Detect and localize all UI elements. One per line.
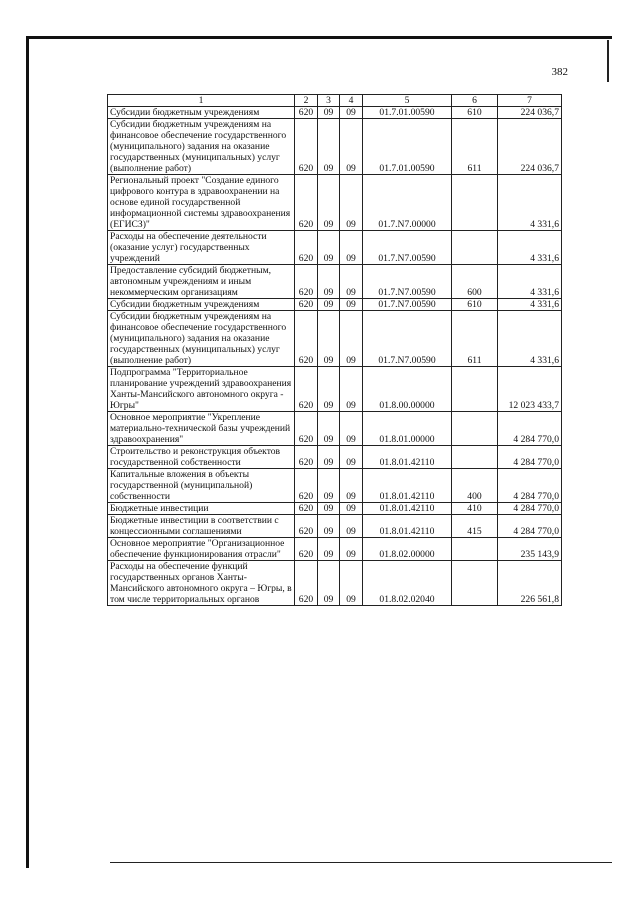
expense-type-cell	[452, 561, 498, 606]
admin-code-cell: 620	[295, 299, 318, 311]
expense-type-cell	[452, 412, 498, 446]
amount-cell: 4 284 770,0	[498, 446, 562, 469]
expense-type-cell	[452, 446, 498, 469]
admin-code-cell: 620	[295, 367, 318, 412]
section-cell: 09	[318, 367, 340, 412]
amount-cell: 226 561,8	[498, 561, 562, 606]
expense-type-cell: 415	[452, 515, 498, 538]
section-cell: 09	[318, 561, 340, 606]
section-cell: 09	[318, 503, 340, 515]
admin-code-cell: 620	[295, 311, 318, 367]
budget-table	[107, 94, 562, 606]
table-row	[108, 175, 562, 231]
subsection-cell: 09	[340, 561, 363, 606]
target-article-cell: 01.7.N7.00000	[363, 175, 452, 231]
expense-type-cell: 611	[452, 119, 498, 175]
table-row	[108, 367, 562, 412]
table-row	[108, 561, 562, 606]
section-cell: 09	[318, 311, 340, 367]
row-name-cell: Субсидии бюджетным учреждениям на финансовое обеспечение государственного (муниципального) задания на оказание государственных (муниципальных) услуг (выполнение работ)	[108, 311, 295, 367]
expense-type-cell	[452, 231, 498, 265]
row-name-cell: Субсидии бюджетным учреждениям	[108, 107, 295, 119]
table-header-row	[108, 95, 562, 107]
column-header: 5	[363, 95, 452, 107]
amount-cell: 4 284 770,0	[498, 503, 562, 515]
column-header: 3	[318, 95, 340, 107]
subsection-cell: 09	[340, 503, 363, 515]
expense-type-cell: 400	[452, 469, 498, 503]
subsection-cell: 09	[340, 119, 363, 175]
target-article-cell: 01.8.00.00000	[363, 367, 452, 412]
expense-type-cell	[452, 538, 498, 561]
target-article-cell: 01.7.01.00590	[363, 119, 452, 175]
row-name-cell: Региональный проект "Создание единого цифрового контура в здравоохранении на основе единой государственной информационной системы здравоохранения (ЕГИСЗ)"	[108, 175, 295, 231]
amount-cell: 4 284 770,0	[498, 469, 562, 503]
amount-cell: 224 036,7	[498, 107, 562, 119]
amount-cell: 4 331,6	[498, 311, 562, 367]
subsection-cell: 09	[340, 231, 363, 265]
page-number: 382	[551, 66, 568, 78]
target-article-cell: 01.7.N7.00590	[363, 265, 452, 299]
admin-code-cell: 620	[295, 561, 318, 606]
expense-type-cell: 610	[452, 107, 498, 119]
subsection-cell: 09	[340, 412, 363, 446]
section-cell: 09	[318, 107, 340, 119]
table-row	[108, 311, 562, 367]
table-row	[108, 107, 562, 119]
target-article-cell: 01.7.N7.00590	[363, 231, 452, 265]
amount-cell: 4 331,6	[498, 299, 562, 311]
subsection-cell: 09	[340, 515, 363, 538]
target-article-cell: 01.8.02.02040	[363, 561, 452, 606]
row-name-cell: Строительство и реконструкция объектов государственной собственности	[108, 446, 295, 469]
row-name-cell: Основное мероприятие "Организационное обеспечение функционирования отрасли"	[108, 538, 295, 561]
subsection-cell: 09	[340, 175, 363, 231]
admin-code-cell: 620	[295, 231, 318, 265]
column-header: 6	[452, 95, 498, 107]
admin-code-cell: 620	[295, 119, 318, 175]
amount-cell: 4 284 770,0	[498, 515, 562, 538]
column-header: 1	[108, 95, 295, 107]
table-row	[108, 299, 562, 311]
table-row	[108, 265, 562, 299]
section-cell: 09	[318, 299, 340, 311]
section-cell: 09	[318, 469, 340, 503]
admin-code-cell: 620	[295, 503, 318, 515]
table-row	[108, 515, 562, 538]
admin-code-cell: 620	[295, 446, 318, 469]
target-article-cell: 01.7.N7.00590	[363, 311, 452, 367]
column-header: 4	[340, 95, 363, 107]
expense-type-cell	[452, 175, 498, 231]
target-article-cell: 01.8.01.42110	[363, 515, 452, 538]
expense-type-cell: 410	[452, 503, 498, 515]
amount-cell: 4 331,6	[498, 175, 562, 231]
section-cell: 09	[318, 412, 340, 446]
row-name-cell: Субсидии бюджетным учреждениям	[108, 299, 295, 311]
section-cell: 09	[318, 119, 340, 175]
top-border-line	[28, 36, 612, 39]
target-article-cell: 01.7.01.00590	[363, 107, 452, 119]
subsection-cell: 09	[340, 107, 363, 119]
row-name-cell: Расходы на обеспечение деятельности (оказание услуг) государственных учреждений	[108, 231, 295, 265]
column-header: 7	[498, 95, 562, 107]
table-row	[108, 231, 562, 265]
amount-cell: 4 331,6	[498, 265, 562, 299]
subsection-cell: 09	[340, 299, 363, 311]
section-cell: 09	[318, 231, 340, 265]
table-row	[108, 446, 562, 469]
target-article-cell: 01.7.N7.00590	[363, 299, 452, 311]
subsection-cell: 09	[340, 265, 363, 299]
admin-code-cell: 620	[295, 412, 318, 446]
section-cell: 09	[318, 175, 340, 231]
table-row	[108, 469, 562, 503]
target-article-cell: 01.8.01.00000	[363, 412, 452, 446]
admin-code-cell: 620	[295, 265, 318, 299]
subsection-cell: 09	[340, 311, 363, 367]
amount-cell: 4 284 770,0	[498, 412, 562, 446]
admin-code-cell: 620	[295, 515, 318, 538]
target-article-cell: 01.8.01.42110	[363, 503, 452, 515]
amount-cell: 235 143,9	[498, 538, 562, 561]
subsection-cell: 09	[340, 367, 363, 412]
expense-type-cell: 610	[452, 299, 498, 311]
admin-code-cell: 620	[295, 175, 318, 231]
row-name-cell: Предоставление субсидий бюджетным, автономным учреждениям и иным некоммерческим организациям	[108, 265, 295, 299]
column-header: 2	[295, 95, 318, 107]
table-row	[108, 503, 562, 515]
section-cell: 09	[318, 538, 340, 561]
target-article-cell: 01.8.02.00000	[363, 538, 452, 561]
subsection-cell: 09	[340, 538, 363, 561]
admin-code-cell: 620	[295, 107, 318, 119]
right-edge-mark	[607, 40, 609, 82]
table-row	[108, 538, 562, 561]
left-border-line	[26, 36, 29, 868]
section-cell: 09	[318, 265, 340, 299]
section-cell: 09	[318, 515, 340, 538]
subsection-cell: 09	[340, 446, 363, 469]
amount-cell: 224 036,7	[498, 119, 562, 175]
table-row	[108, 119, 562, 175]
target-article-cell: 01.8.01.42110	[363, 469, 452, 503]
bottom-border-line	[110, 862, 612, 863]
admin-code-cell: 620	[295, 469, 318, 503]
row-name-cell: Основное мероприятие "Укрепление материально-технической базы учреждений здравоохранения"	[108, 412, 295, 446]
row-name-cell: Капитальные вложения в объекты государственной (муниципальной) собственности	[108, 469, 295, 503]
amount-cell: 12 023 433,7	[498, 367, 562, 412]
section-cell: 09	[318, 446, 340, 469]
expense-type-cell: 611	[452, 311, 498, 367]
amount-cell: 4 331,6	[498, 231, 562, 265]
row-name-cell: Субсидии бюджетным учреждениям на финансовое обеспечение государственного (муниципального) задания на оказание государственных (муниципальных) услуг (выполнение работ)	[108, 119, 295, 175]
target-article-cell: 01.8.01.42110	[363, 446, 452, 469]
admin-code-cell: 620	[295, 538, 318, 561]
subsection-cell: 09	[340, 469, 363, 503]
row-name-cell: Подпрограмма "Территориальное планирование учреждений здравоохранения Ханты-Мансийского автономного округа - Югры"	[108, 367, 295, 412]
row-name-cell: Расходы на обеспечение функций государственных органов Ханты-Мансийского автономного округа – Югры, в том числе территориальных органов	[108, 561, 295, 606]
table-row	[108, 412, 562, 446]
expense-type-cell: 600	[452, 265, 498, 299]
row-name-cell: Бюджетные инвестиции	[108, 503, 295, 515]
row-name-cell: Бюджетные инвестиции в соответствии с концессионными соглашениями	[108, 515, 295, 538]
expense-type-cell	[452, 367, 498, 412]
